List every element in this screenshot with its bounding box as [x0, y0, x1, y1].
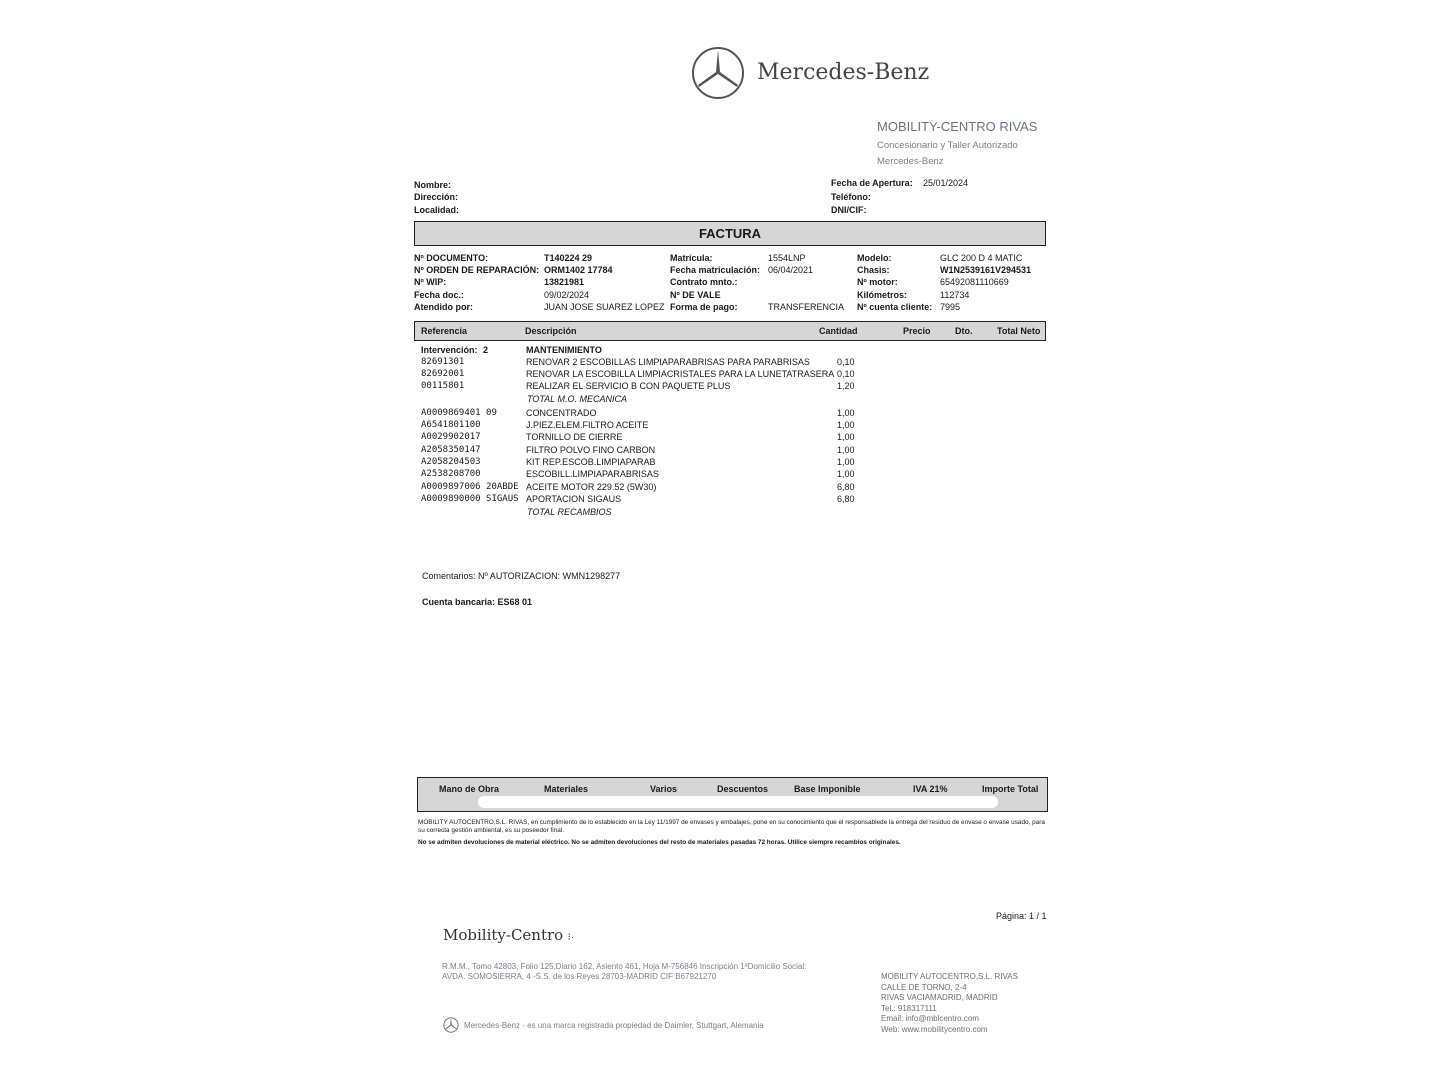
row-qty: 0,10	[837, 357, 855, 367]
row-desc: ACEITE MOTOR 229.52 (5W30)	[526, 482, 657, 492]
row-ref: A2538208700	[421, 469, 481, 479]
direccion-label: Dirección:	[414, 192, 459, 202]
parts-total-label: TOTAL RECAMBIOS	[527, 507, 612, 517]
trademark-notice: Mercedes-Benz - es una marca registrada propiedad de Daimler, Stuttgart, Alemania	[464, 1021, 764, 1030]
matricula-value: 1554LNP	[768, 253, 806, 263]
redaction-mark	[478, 796, 998, 808]
col-total-neto: Total Neto	[997, 326, 1041, 336]
dealer-subtitle: Concesionario y Taller Autorizado	[877, 140, 1018, 151]
summary-bar	[417, 777, 1048, 812]
row-desc: REALIZAR EL SERVICIO B CON PAQUETE PLUS	[526, 381, 731, 391]
row-ref: A0009897006 20ABDE	[421, 482, 519, 492]
row-qty: 1,20	[837, 381, 855, 391]
row-ref: 82692001	[421, 369, 465, 379]
row-qty: 1,00	[837, 457, 855, 467]
fecha-matric-label: Fecha matriculación:	[670, 265, 761, 275]
row-qty: 1,00	[837, 445, 855, 455]
doc-number-label: Nº DOCUMENTO:	[414, 253, 489, 263]
col-dto: Dto.	[955, 326, 973, 336]
sum-mano-obra: Mano de Obra	[439, 784, 500, 794]
row-desc: APORTACION SIGAUS	[526, 494, 622, 504]
wip-label: Nº WIP:	[414, 277, 447, 287]
doc-number-value: T140224 29	[544, 253, 593, 263]
row-desc: TORNILLO DE CIERRE	[526, 432, 623, 442]
forma-pago-label: Forma de pago:	[670, 302, 738, 312]
intervention-number: 2	[483, 345, 489, 355]
telefono-label: Teléfono:	[831, 192, 871, 202]
address-email: Email: info@mblcentro.com	[881, 1014, 979, 1023]
row-qty: 1,00	[837, 469, 855, 479]
sum-iva: IVA 21%	[913, 784, 948, 794]
forma-pago-value: TRANSFERENCIA	[768, 302, 845, 312]
sum-varios: Varios	[650, 784, 678, 794]
row-desc: J.PIEZ.ELEM.FILTRO ACEITE	[526, 420, 649, 430]
intervention-title: MANTENIMIENTO	[526, 345, 602, 355]
returns-notice: No se admiten devoluciones de material eléctrico. No se admiten devoluciones del resto de materiales pasadas 72 horas. Utilice siempre recambios originales.	[418, 839, 901, 846]
doc-date-value: 09/02/2024	[544, 290, 590, 300]
factura-title: FACTURA	[698, 226, 762, 241]
row-desc: RENOVAR 2 ESCOBILLAS LIMPIAPARABRISAS PARA PARABRISAS	[526, 357, 810, 367]
row-ref: 82691301	[421, 357, 465, 367]
motor-label: Nº motor:	[857, 277, 898, 287]
nombre-label: Nombre:	[414, 180, 452, 190]
factura-title-bar	[414, 221, 1046, 246]
row-desc: CONCENTRADO	[526, 408, 597, 418]
cuenta-cliente-value: 7995	[940, 302, 961, 312]
vale-label: Nº DE VALE	[670, 290, 721, 300]
col-descripcion: Descripción	[525, 326, 577, 336]
dni-label: DNI/CIF:	[831, 205, 867, 215]
address-phone: Tel.: 918317111	[881, 1003, 937, 1013]
attended-label: Atendido por:	[414, 302, 473, 312]
row-desc: RENOVAR LA ESCOBILLA LIMPIACRISTALES PARA LA LUNETATRASERA	[526, 369, 835, 379]
registry-line-2: AVDA. SOMOSIERRA, 4 -S.S. de los Reyes 28703-MADRID CIF B67921270	[442, 972, 717, 981]
sum-descuentos: Descuentos	[717, 784, 769, 794]
col-precio: Precio	[903, 326, 931, 336]
apertura-label: Fecha de Apertura:	[831, 178, 913, 188]
fecha-matric-value: 06/04/2021	[768, 265, 814, 275]
modelo-value: GLC 200 D 4 MATIC	[940, 253, 1023, 263]
mercedes-star-logo	[690, 45, 746, 101]
address-line: MOBILITY AUTOCENTRO,S.L. RIVAS	[881, 972, 1018, 981]
address-line: CALLE DE TORNO, 2-4	[881, 982, 967, 992]
localidad-label: Localidad:	[414, 205, 460, 215]
row-qty: 6,80	[837, 494, 855, 504]
sum-importe-total: Importe Total	[982, 784, 1039, 794]
row-desc: KIT REP.ESCOB.LIMPIAPARAB	[526, 457, 656, 467]
motor-value: 65492081110669	[940, 277, 1009, 287]
bank-account: Cuenta bancaria: ES68 01	[422, 597, 533, 607]
attended-value: JUAN JOSE SUAREZ LOPEZ	[544, 302, 665, 312]
col-cantidad: Cantidad	[819, 326, 858, 336]
cuenta-cliente-label: Nº cuenta cliente:	[857, 302, 933, 312]
dealer-brand: Mercedes-Benz	[877, 156, 944, 167]
dealer-name: MOBILITY-CENTRO RIVAS	[877, 119, 1038, 134]
row-ref: A2058204503	[421, 457, 481, 467]
repair-order-label: Nº ORDEN DE REPARACIÓN:	[414, 265, 540, 275]
row-ref: A0029902017	[421, 432, 481, 442]
address-web: Web: www.mobilitycentro.com	[881, 1024, 988, 1034]
chasis-value: W1N2539161V294531	[940, 265, 1032, 275]
mobility-centro-logo-text: Mobility-Centro	[443, 926, 564, 944]
table-header	[414, 321, 1046, 341]
row-qty: 0,10	[837, 369, 855, 379]
address-line: RIVAS VACIAMADRID, MADRID	[881, 993, 998, 1002]
col-referencia: Referencia	[421, 326, 468, 336]
row-desc: FILTRO POLVO FINO CARBON	[526, 445, 656, 455]
row-qty: 1,00	[837, 420, 855, 430]
page-number: Página: 1 / 1	[996, 911, 1047, 921]
row-ref: A0009890000 SIGAUS	[421, 494, 519, 504]
legal-notice: MOBILITY AUTOCENTRO,S.L. RIVAS, en cumplimiento de lo establecido en la Ley 11/1997 de envases y embalajes, pone en su conocimiento que el responsablede la entrega del residuo de envase o envase usado, para su correcta gestión ambiental, es su poseedor final.	[418, 819, 1045, 834]
labor-total-label: TOTAL M.O. MECANICA	[527, 394, 628, 404]
brand-name: Mercedes-Benz	[757, 60, 930, 85]
dots-icon: ⁝·	[567, 932, 575, 943]
matricula-label: Matrícula:	[670, 253, 713, 263]
mercedes-star-small-icon	[443, 1017, 459, 1033]
sum-base-imponible: Base Imponible	[794, 784, 861, 794]
row-qty: 1,00	[837, 408, 855, 418]
chasis-label: Chasis:	[857, 265, 890, 275]
row-ref: A2058350147	[421, 445, 481, 455]
row-ref: 00115801	[421, 381, 465, 391]
row-qty: 1,00	[837, 432, 855, 442]
mobility-centro-logo	[443, 926, 574, 945]
row-qty: 6,80	[837, 482, 855, 492]
wip-value: 13821981	[544, 277, 585, 287]
contrato-label: Contrato mnto.:	[670, 277, 738, 287]
apertura-value: 25/01/2024	[923, 178, 969, 188]
km-label: Kilómetros:	[857, 290, 908, 300]
km-value: 112734	[940, 290, 970, 300]
row-ref: A0009869401 09	[421, 408, 497, 418]
registry-line-1: R.M.M., Tomo 42803, Folio 125,Diario 162, Asiento 461, Hoja M-756846 Inscripción 1ªDomicilio Social:	[442, 962, 807, 971]
modelo-label: Modelo:	[857, 253, 892, 263]
doc-date-label: Fecha doc.:	[414, 290, 465, 300]
repair-order-value: ORM1402 17784	[544, 265, 613, 275]
row-desc: ESCOBILL.LIMPIAPARABRISAS	[526, 469, 659, 479]
dealer-address	[881, 972, 1018, 1035]
sum-materiales: Materiales	[544, 784, 589, 794]
comments: Comentarios: Nº AUTORIZACION: WMN1298277	[422, 571, 621, 581]
intervention-label: Intervención:	[421, 345, 478, 355]
row-ref: A6541801100	[421, 420, 481, 430]
